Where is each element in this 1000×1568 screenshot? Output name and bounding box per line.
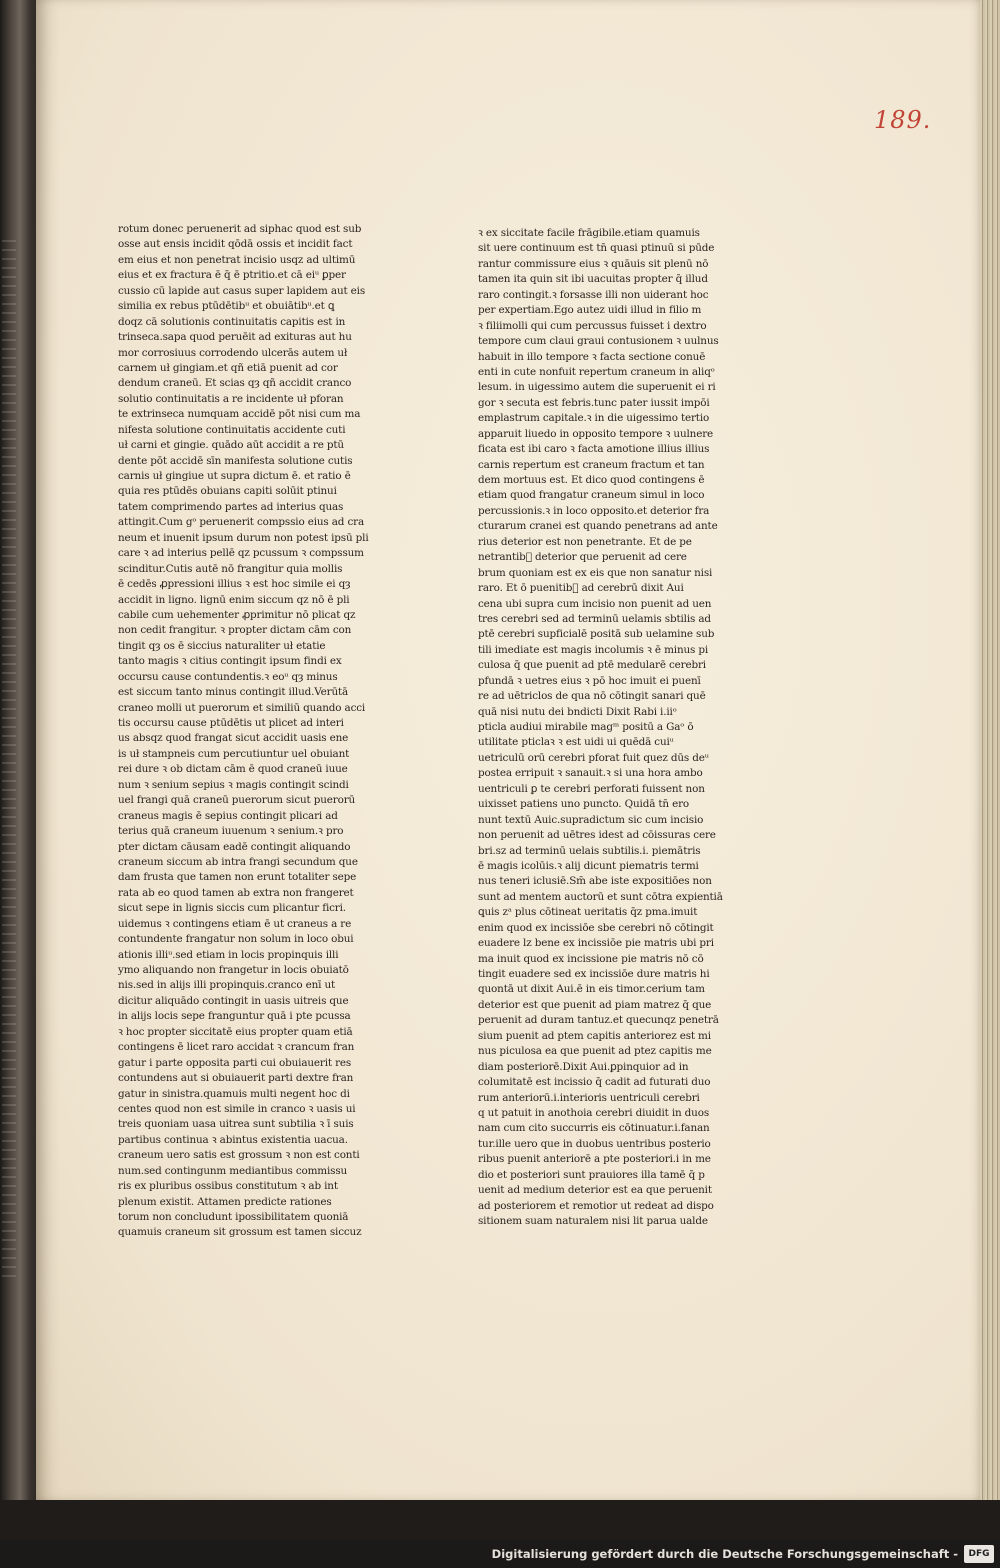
text-line: uentriculi ꝑ te cerebri perforati fuissent non	[478, 782, 705, 795]
text-line: pter dictam cāusam eadē contingit aliquando	[118, 840, 351, 853]
text-line: cena ubi supra cum incisio non puenit ad uen	[478, 597, 712, 610]
text-line: est siccum tanto minus contingit illud.Verūtā	[118, 686, 349, 699]
text-line: is uł stampneis cum percutiuntur uel obuiant	[118, 747, 350, 760]
text-line: nis.sed in alijs illi propinquis.cranco enī ut	[118, 979, 336, 992]
text-line: ē magis icolūis.ꝛ alij dicunt piematris termi	[478, 859, 699, 872]
text-line: ē cedēs ꝓpressioni illius ꝛ est hoc simile ei qȝ	[118, 578, 351, 591]
text-line: etiam quod frangatur craneum simul in loco	[478, 489, 705, 502]
text-line: tingit qȝ os ē siccius naturaliter uł etatie	[118, 639, 326, 652]
text-line: rotum donec peruenerit ad siphac quod est sub	[118, 223, 362, 235]
text-line: us absqz quod frangat sicut accidit uasis ene	[118, 732, 349, 745]
text-line: quia res ptūdēs obuians capiti solūit ptinui	[118, 485, 337, 498]
text-line: ꝛ ex siccitate facile frāgibile.etiam quamuis	[478, 227, 700, 239]
text-line: non peruenit ad uētres idest ad cōissuras cere	[478, 829, 716, 842]
text-line: dendum craneū. Et scias qȝ qñ accidit cranco	[118, 377, 352, 390]
text-line: dem mortuus est. Et dico quod contingens ē	[478, 474, 705, 486]
text-line: re ad uētriclos de qua nō cōtingit sanari quē	[478, 690, 706, 703]
text-line: dio et posteriori sunt prauiores illa tamē q̄ p	[478, 1168, 705, 1181]
text-line: raro. Et ō puenitib᷑ ad cerebrū dixit Aui	[478, 582, 684, 595]
text-line: nunt textū Auic.supradictum sic cum incisio	[478, 813, 704, 826]
text-line: num ꝛ senium sepius ꝛ magis contingit scindi	[118, 778, 349, 791]
text-line: tatem comprimendo partes ad interius quas	[118, 500, 344, 513]
book-block-edge	[980, 0, 1000, 1500]
text-line: uł carni et gingie. quādo aūt accidit a re ptū	[118, 439, 344, 452]
text-line: in alijs locis sepe franguntur quā i pte pcussa	[118, 1010, 351, 1023]
text-line: similia ex rebus ptūdētibᵘ et obuiātibᵘ.et ꝗ	[118, 300, 335, 313]
text-column-left	[118, 222, 380, 1241]
text-line: osse aut ensis incidit qōdā ossis et incidit fact	[118, 238, 353, 251]
text-line: care ꝛ ad interius pellē qz pcussum ꝛ compssum	[118, 547, 364, 560]
text-line: craneo molli ut puerorum et similiū quando acci	[118, 701, 366, 714]
text-line: nus teneri iclusiē.Sm̄ abe iste expositiōes non	[478, 875, 712, 888]
text-line: carnis repertum est craneum fractum et tan	[478, 458, 705, 471]
text-line: contundens aut si obuiauerit parti dextre fran	[118, 1072, 354, 1085]
text-line: eius et ex fractura ē q̄ ē ptritio.et cā eiᵘ ꝑper	[118, 269, 346, 282]
text-line: attingit.Cum gᵒ peruenerit compssio eius ad cra	[118, 516, 364, 529]
text-line: enim quod ex incissiōe sbe cerebri nō cōtingit	[478, 921, 714, 934]
text-line: treis quoniam uasa uitrea sunt subtilia ꝛ ī suis	[118, 1118, 354, 1131]
text-line: tur.ille uero que in duobus uentribus posterio	[478, 1137, 711, 1150]
text-line: sit uere continuum est tn̄ quasi ptinuū si pūde	[478, 242, 715, 255]
text-line: terius quā craneum iuuenum ꝛ senium.ꝛ pro	[118, 825, 344, 838]
text-line: ꝛ hoc propter siccitatē eius propter quam etiā	[118, 1025, 353, 1038]
text-line: rantur commissure eius ꝛ quāuis sit plenū nō	[478, 257, 709, 270]
text-line: percussionis.ꝛ in loco opposito.et deterior fra	[478, 504, 710, 517]
text-line: lesum. in uigessimo autem die superuenit ei ri	[478, 381, 716, 394]
text-line: quamuis craneum sit grossum est tamen siccuz	[118, 1226, 362, 1239]
text-line: deterior est que puenit ad piam matrez q̄ que	[478, 998, 712, 1011]
text-line: quontā ut dixit Aui.ē in eis timor.cerium tam	[478, 983, 705, 996]
text-line: tres cerebri sed ad terminū uelamis sbtilis ad	[478, 612, 711, 625]
text-line: tingit euadere sed ex incissiōe dure matris hi	[478, 968, 710, 980]
text-line: scinditur.Cutis autē nō frangitur quia mollis	[118, 562, 343, 575]
text-line: quā nisi nutu dei bndicti Dixit Rabi i.iiᵒ	[478, 705, 677, 718]
text-line: em eius et non penetrat incisio usqz ad ultimū	[118, 253, 356, 266]
text-line: bri.sz ad terminū uelais subtilis.i. piemātris	[478, 844, 701, 857]
text-line: trinseca.sapa quod peruēit ad exituras aut hu	[118, 331, 352, 344]
text-line: pticla audiui mirabile magᵐ positū a Gaᵒ ō	[478, 721, 694, 733]
text-line: contundente frangatur non solum in loco obui	[118, 933, 354, 946]
book-binding	[0, 0, 38, 1568]
text-line: sitionem suam naturalem nisi lit parua ualde	[478, 1215, 708, 1227]
text-line: dam frusta que tamen non erunt totaliter sepe	[118, 871, 357, 884]
text-line: ris ex pluribus ossibus constitutum ꝛ ab int	[118, 1180, 338, 1193]
text-line: centes quod non est simile in cranco ꝛ uasis ui	[118, 1102, 356, 1115]
text-line: mor corrosiuus corrodendo ulcerās autem uł	[118, 346, 348, 359]
text-line: dente pōt accidē sīn manifesta solutione cutis	[118, 454, 353, 467]
text-line: nam cum cito succurris eis cōtinuatur.i.fanan	[478, 1122, 710, 1135]
text-line: ptē cerebri supficialē positā sub uelamine sub	[478, 628, 715, 641]
text-line: occursu cause contundentis.ꝛ eoᵘ qȝ minus	[118, 670, 338, 683]
text-line: uetriculū orū cerebri pforat fuit quez dūs deᵘ	[478, 751, 709, 764]
text-line: craneus magis ē sepius contingit plicari ad	[118, 809, 338, 822]
text-line: cturarum cranei est quando penetrans ad ante	[478, 520, 718, 533]
text-line: peruenit ad duram tantuz.et quecunqz penetrā	[478, 1014, 719, 1027]
text-line: culosa q̄ que puenit ad ptē medularē cerebri	[478, 659, 706, 672]
text-line: ad posteriorem et remotior ut redeat ad dispo	[478, 1199, 714, 1212]
text-line: ma inuit quod ex incissione pie matris nō cō	[478, 952, 704, 965]
text-line: columitatē est incissio q̄ cadit ad futurati duo	[478, 1076, 711, 1089]
text-line: contingens ē licet raro accidat ꝛ crancum fran	[118, 1041, 355, 1054]
text-line: solutio continuitatis a re incidente uł pforan	[118, 392, 344, 405]
text-line: gatur i parte opposita parti cui obuiauerit res	[118, 1056, 352, 1069]
text-line: per expertiam.Ego autez uidi illud in filio m	[478, 304, 702, 317]
text-line: enti in cute nonfuit repertum craneum in aliqᵒ	[478, 365, 715, 378]
text-line: rum anteriorū.i.interioris uentriculi cerebri	[478, 1091, 700, 1104]
folio-number: 189.	[874, 106, 932, 134]
text-line: accidit in ligno. lignū enim siccum qz nō ē pli	[118, 593, 350, 606]
text-line: sunt ad mentem auctorū et sunt cōtra expientiā	[478, 890, 723, 903]
text-line: gor ꝛ secuta est febris.tunc pater iussit impōi	[478, 396, 710, 409]
text-line: sicut sepe in lignis siccis cum plicantur ficri.	[118, 902, 346, 915]
text-line: postea erripuit ꝛ sanauit.ꝛ si una hora ambo	[478, 767, 703, 780]
text-line: raro contingit.ꝛ forsasse illi non uiderant hoc	[478, 288, 709, 301]
text-line: cabile cum uehementer ꝓprimitur nō plicat qz	[118, 608, 356, 621]
text-line: ationis illiᵘ.sed etiam in locis propinquis illi	[118, 948, 339, 961]
text-line: cussio cū lapide aut casus super lapidem aut eis	[118, 284, 366, 297]
facing-page-edge	[2, 240, 16, 1280]
text-line: ymo aliquando non frangetur in locis obuiatō	[118, 964, 349, 976]
text-line: dicitur aliquādo contingit in uasis uitreis que	[118, 994, 349, 1007]
text-line: rata ab eo quod tamen ab extra non frangeret	[118, 886, 354, 899]
text-line: diam posteriorē.Dixit Aui.ꝑpinquior ad in	[478, 1060, 689, 1073]
text-line: emplastrum capitale.ꝛ in die uigessimo tertio	[478, 412, 710, 425]
text-line: sium puenit ad ptem capitis anteriorez est mi	[478, 1029, 711, 1042]
text-line: craneum uero satis est grossum ꝛ non est conti	[118, 1149, 360, 1162]
text-line: netrantib᷑ deterior que peruenit ad cere	[478, 551, 687, 564]
text-line: ꝗuis zᵃ plus cōtineat ueritatis q̄z pma.imuit	[478, 906, 698, 919]
text-line: uenit ad medium deterior est ea que peruenit	[478, 1184, 712, 1197]
text-line: tamen ita quin sit ibi uacuitas propter q̄ illud	[478, 273, 708, 286]
text-line: non cedit frangitur. ꝛ propter dictam cām con	[118, 624, 352, 637]
text-line: te extrinseca numquam accidē pōt nisi cum ma	[118, 408, 361, 421]
text-line: ficata est ibi caro ꝛ facta amotione illius illius	[478, 443, 710, 456]
text-line: num.sed contingunm mediantibus commissu	[118, 1164, 348, 1177]
text-line: uel frangi quā craneū puerorum sicut puerorū	[118, 794, 356, 807]
text-line: utilitate pticlaꝛ ꝛ est uidi ui quēdā cuiᵘ	[478, 736, 674, 749]
text-line: nus piculosa ea que puenit ad ptez capitis me	[478, 1045, 712, 1058]
text-line: habuit in illo tempore ꝛ facta sectione conuē	[478, 350, 706, 363]
text-line: uidemus ꝛ contingens etiam ē ut craneus a re	[118, 917, 352, 930]
text-line: torum non concludunt ipossibilitatem quoniā	[118, 1211, 349, 1223]
dfg-logo: DFG	[964, 1545, 994, 1563]
text-line: nifesta solutione continuitatis accidente cuti	[118, 423, 346, 436]
text-line: partibus continua ꝛ abintus existentia uacua.	[118, 1133, 348, 1146]
text-line: ribus puenit anteriorē a pte posteriori.i in me	[478, 1153, 711, 1166]
text-line: apparuit liuedo in opposito tempore ꝛ uulnere	[478, 427, 714, 440]
text-line: plenum existit. Attamen predicte rationes	[118, 1195, 332, 1208]
text-line: euadere lz bene ex incissiōe pie matris ubi pri	[478, 937, 714, 950]
text-line: carnem uł gingiam.et qñ etiā puenit ad cor	[118, 361, 338, 374]
text-line: neum et inuenit ipsum durum non potest ipsū pli	[118, 531, 369, 544]
text-line: q ut patuit in anothoia cerebri diuidit in duos	[478, 1106, 710, 1119]
text-line: ꝛ filiimolli qui cum percussus fuisset i dextro	[478, 319, 707, 332]
text-line: tis occursu cause ptūdētis ut plicet ad interi	[118, 717, 344, 729]
text-column-right	[478, 226, 744, 1229]
text-line: rius deterior est non penetrante. Et de pe	[478, 535, 692, 548]
text-line: uixisset patiens uno puncto. Quidā tn̄ ero	[478, 798, 690, 811]
text-line: rei dure ꝛ ob dictam cām ē quod craneū iuue	[118, 763, 348, 776]
text-line: tanto magis ꝛ citius contingit ipsum findi ex	[118, 655, 342, 668]
funding-credit: Digitalisierung gefördert durch die Deutsche Forschungsgemeinschaft -	[491, 1547, 958, 1561]
text-line: doqz cā solutionis continuitatis capitis est in	[118, 315, 346, 328]
text-line: gatur in sinistra.quamuis multi negent hoc di	[118, 1087, 350, 1100]
text-line: pfundā ꝛ uetres eius ꝛ pō hoc imuit ei puenī	[478, 674, 701, 687]
text-line: tempore cum claui graui contusionem ꝛ uulnus	[478, 335, 719, 348]
text-line: carnis uł gingiue ut supra dictum ē. et ratio ē	[118, 470, 351, 482]
text-line: tili imediate est magis incolumis ꝛ ē minus pi	[478, 643, 709, 656]
text-line: brum quoniam est ex eis que non sanatur nisi	[478, 566, 713, 579]
text-line: craneum siccum ab intra frangi secundum que	[118, 855, 358, 868]
